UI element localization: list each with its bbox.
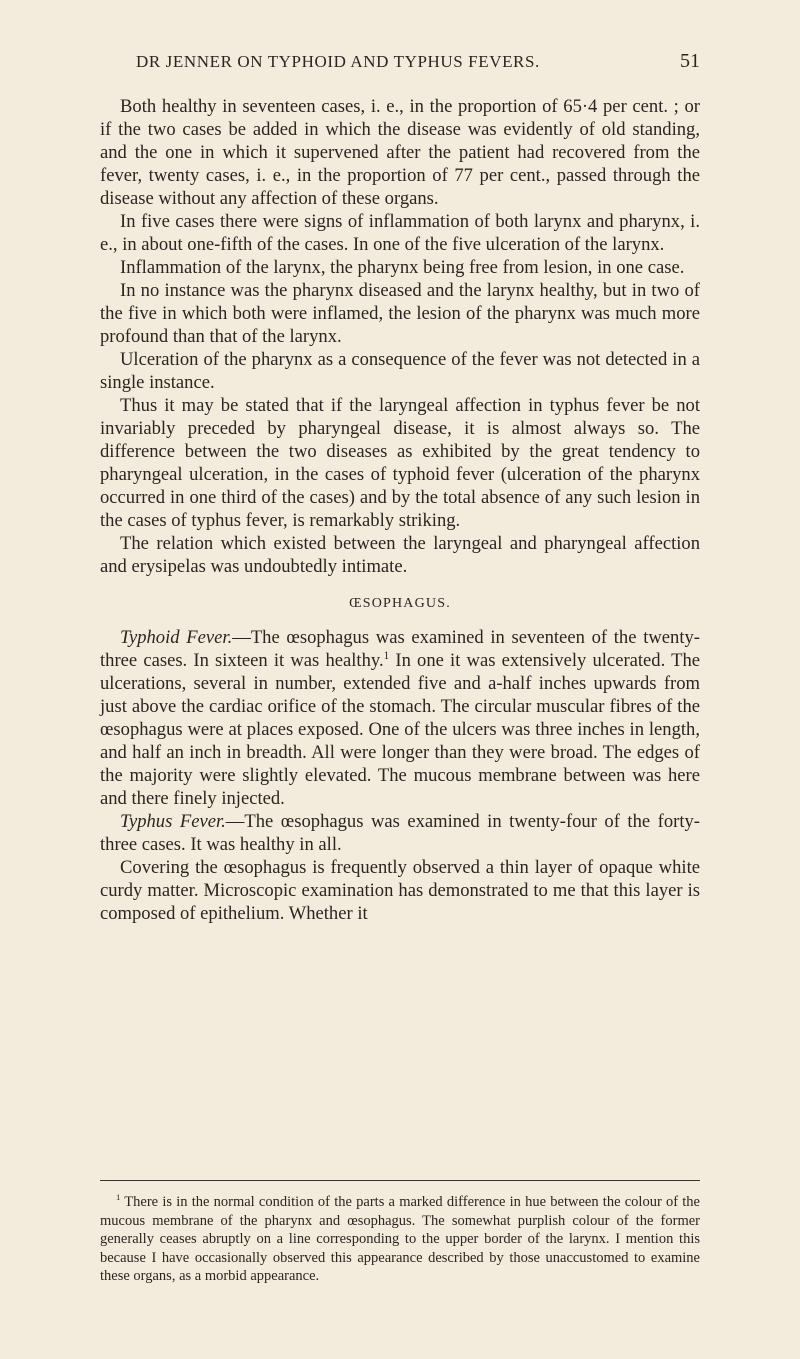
paragraph-typhoid (100, 626, 700, 810)
footnote-reference: 1 (383, 649, 390, 662)
body-text (100, 95, 700, 925)
typhus-text: —The œsophagus was examined in twenty-four of the forty-three cases. It was healthy in all. (100, 811, 700, 855)
typhus-label: Typhus Fever. (120, 811, 226, 832)
paragraph-covering: Covering the œsophagus is frequently observed a thin layer of opaque white curdy matter. Microscopic examination has demonstrated to me that this layer is composed of epithelium. Whether it (100, 857, 700, 924)
footnote-marker: 1 (116, 1192, 121, 1203)
paragraph-typhus (100, 810, 700, 856)
paragraph-4: In no instance was the pharynx diseased and the larynx healthy, but in two of the five in which both were inflamed, the lesion of the pharynx was much more profound than that of the larynx. (100, 280, 700, 347)
footnote (100, 1193, 700, 1286)
footnote-paragraph (100, 1193, 700, 1286)
paragraph-3: Inflammation of the larynx, the pharynx being free from lesion, in one case. (120, 257, 685, 278)
paragraph-6: Thus it may be stated that if the laryngeal affection in typhus fever be not invariably preceded by pharyngeal disease, it is almost always so. The difference between the two diseases as exhibited by the great tendency to pharyngeal ulceration, in the cases of typhoid fever (ulceration of the pharynx occurred in one third of the cases) and by the total absence of any such lesion in the cases of typhus fever, is remarkably striking. (100, 395, 700, 531)
paragraph-2: In five cases there were signs of inflammation of both larynx and pharynx, i. e., in about one-fifth of the cases. In one of the five ulceration of the larynx. (100, 211, 700, 255)
typhoid-text-continued: In one it was extensively ulcerated. The ulcerations, several in number, extended five and a-half inches upwards from just above the cardiac orifice of the stomach. The circular muscular fibres of the œsophagus were at places exposed. One of the ulcers was three inches in length, and half an inch in breadth. All were longer than they were broad. The edges of the majority were slightly elevated. The mucous membrane between was here and there finely injected. (100, 650, 700, 809)
footnote-text: There is in the normal condition of the parts a marked difference in hue between the colour of the mucous membrane of the pharynx and œsophagus. The somewhat purplish colour of the former generally ceases abruptly on a line corresponding to the upper border of the larynx. I mention this because I have occasionally observed this appearance described by those unaccustomed to examine these organs, as a morbid appearance. (100, 1194, 700, 1284)
page-number: 51 (680, 50, 700, 72)
paragraph-5: Ulceration of the pharynx as a consequence of the fever was not detected in a single instance. (100, 349, 700, 393)
running-head (100, 52, 700, 82)
section-heading-oesophagus: ŒSOPHAGUS. (349, 596, 451, 611)
paragraph-7: The relation which existed between the laryngeal and pharyngeal affection and erysipelas was undoubtedly intimate. (100, 533, 700, 577)
footnote-rule (100, 1180, 700, 1181)
typhoid-text: —The œsophagus was examined in seventeen of the twenty-three cases. In sixteen it was healthy. (100, 627, 700, 671)
typhoid-label: Typhoid Fever. (120, 627, 233, 648)
paragraph-1: Both healthy in seventeen cases, i. e., in the proportion of 65·4 per cent. ; or if the two cases be added in which the disease was evidently of old standing, and the one in which it supervened after the patient had recovered from the fever, twenty cases, i. e., in the proportion of 77 per cent., passed through the disease without any affection of these organs. (100, 96, 700, 209)
running-title: DR JENNER ON TYPHOID AND TYPHUS FEVERS. (136, 52, 540, 71)
